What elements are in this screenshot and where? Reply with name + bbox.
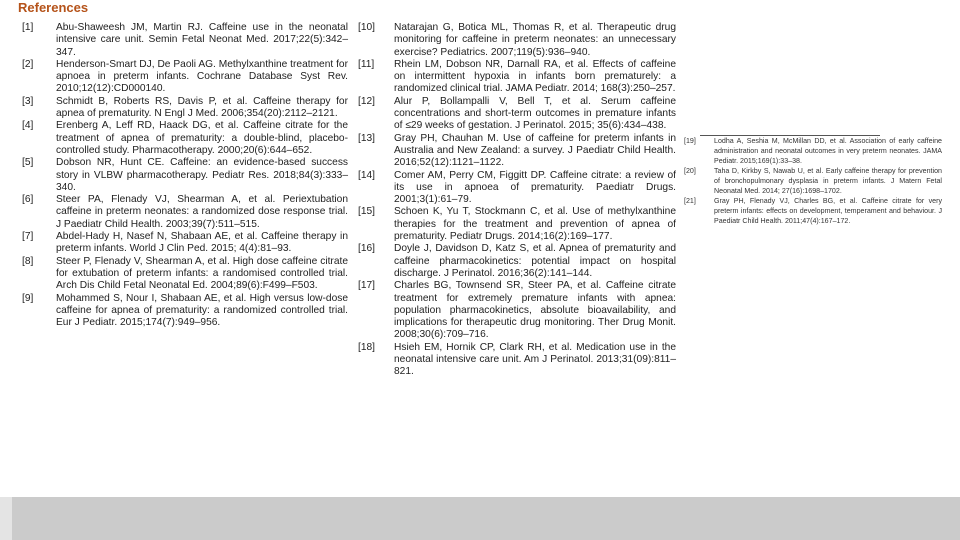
reference-number: [13] — [358, 132, 375, 144]
reference-text: Natarajan G, Botica ML, Thomas R, et al. Therapeutic drug monitoring for caffeine in preterm neonates: an unnecessary exercise? Pediatrics. 2007;119(5):936–940. — [394, 22, 676, 58]
reference-number: [8] — [22, 255, 34, 267]
reference-number: [3] — [22, 95, 34, 107]
reference-number: [5] — [22, 157, 34, 169]
reference-number: [11] — [358, 58, 375, 70]
reference-text: Henderson-Smart DJ, De Paoli AG. Methylxanthine treatment for apnoea in preterm infants. Cochrane Database Syst Rev. 2010;12(12):CD000140. — [56, 58, 348, 95]
reference-item — [684, 166, 942, 196]
reference-text: Schmidt B, Roberts RS, Davis P, et al. Caffeine therapy for apnea of prematurity. N Engl J Med. 2006;354(20):2112–2121. — [56, 95, 348, 120]
reference-number: [18] — [358, 341, 375, 353]
reference-item — [358, 59, 676, 96]
references-column-2 — [358, 22, 676, 379]
reference-text: Schoen K, Yu T, Stockmann C, et al. Use of methylxanthine therapies for the treatment and prevention of apnea of prematurity. Pediatr Drugs. 2014;16(2):169–177. — [394, 206, 676, 243]
footer-corner — [0, 497, 12, 540]
reference-text: Mohammed S, Nour I, Shabaan AE, et al. High versus low-dose caffeine for apnea of prematurity: a randomized controlled trial. Eur J Pediatr. 2015;174(7):949–956. — [56, 292, 348, 329]
reference-item — [358, 133, 676, 170]
reference-number: [10] — [358, 22, 375, 33]
reference-number: [1] — [22, 22, 34, 33]
reference-item — [358, 342, 676, 379]
reference-item — [22, 157, 348, 194]
reference-item — [358, 280, 676, 341]
reference-number: [2] — [22, 58, 34, 70]
reference-number: [14] — [358, 169, 375, 181]
reference-text: Erenberg A, Leff RD, Haack DG, et al. Caffeine citrate for the treatment of apnea of prematurity: a double-blind, placebo-controlled study. Pharmacotherapy. 2000;20(6):644–652. — [56, 120, 348, 156]
reference-number: [15] — [358, 206, 375, 218]
reference-text: Steer P, Flenady V, Shearman A, et al. High dose caffeine citrate for extubation of preterm infants: a randomised controlled trial. Arch Dis Child Fetal Neonatal Ed. 2004;89(6):F499–F503. — [56, 255, 348, 292]
reference-text: Taha D, Kirkby S, Nawab U, et al. Early caffeine therapy for prevention of bronchopulmonary dysplasia in preterm infants. J Matern Fetal Neonatal Med. 2014; 27(16):1698–1702. — [714, 167, 942, 195]
reference-number: [17] — [358, 280, 375, 292]
reference-item — [22, 120, 348, 157]
reference-item — [22, 293, 348, 330]
reference-text: Abdel-Hady H, Nasef N, Shabaan AE, et al. Caffeine therapy in preterm infants. World J Clin Ped. 2015; 4(4):81–93. — [56, 231, 348, 255]
reference-item — [358, 96, 676, 133]
reference-text: Dobson NR, Hunt CE. Caffeine: an evidence-based success story in VLBW pharmacotherapy. Pediatr Res. 2018;84(3):333–340. — [56, 157, 348, 193]
reference-text: Gray PH, Flenady VJ, Charles BG, et al. Caffeine citrate for very preterm infants: effects on development, temperament and behaviour. J Paediatr Child Health. 2011;47(4):167–172. — [714, 197, 942, 225]
reference-text: Comer AM, Perry CM, Figgitt DP. Caffeine citrate: a review of its use in apnoea of prematurity. Paediatr Drugs. 2001;3(1):61–79. — [394, 169, 676, 206]
reference-text: Charles BG, Townsend SR, Steer PA, et al. Caffeine citrate treatment for extremely premature infants with apnea: population pharmacokinetics, absolute bioavailability, and implications for therapeutic drug monitoring. Ther Drug Monit. 2008;30(6):709–716. — [394, 280, 676, 341]
reference-number: [9] — [22, 292, 34, 304]
references-column-1 — [22, 22, 348, 329]
reference-number: [12] — [358, 95, 375, 107]
reference-text: Rhein LM, Dobson NR, Darnall RA, et al. Effects of caffeine on intermittent hypoxia in infants born prematurely: a randomized clinical trial. JAMA Pediatr. 2014; 168(3):250–257. — [394, 58, 676, 95]
reference-item — [684, 136, 942, 166]
reference-number: [20] — [684, 167, 696, 175]
reference-number: [6] — [22, 194, 34, 206]
reference-item — [358, 170, 676, 207]
reference-text: Lodha A, Seshia M, McMillan DD, et al. Association of early caffeine administration and neonatal outcomes in very preterm neonates. JAMA Pediatr. 2015;169(1):33–38. — [714, 137, 942, 165]
reference-number: [16] — [358, 243, 375, 255]
reference-item — [22, 96, 348, 121]
reference-item — [22, 256, 348, 293]
footer-bar — [0, 497, 960, 540]
reference-item — [358, 243, 676, 280]
reference-item — [684, 196, 942, 226]
references-column-3 — [684, 136, 942, 226]
reference-text: Gray PH, Chauhan M. Use of caffeine for preterm infants in Australia and New Zealand: a survey. J Paediatr Child Health. 2016;52(12):1121–1122. — [394, 132, 676, 169]
reference-item — [22, 231, 348, 256]
reference-item — [22, 59, 348, 96]
references-heading: References — [18, 0, 89, 15]
reference-text: Doyle J, Davidson D, Katz S, et al. Apnea of prematurity and caffeine pharmacokinetics: potential impact on hospital discharge. J Perinatol. 2016;36(2):141–144. — [394, 243, 676, 279]
reference-item — [358, 206, 676, 243]
reference-number: [21] — [684, 197, 696, 205]
reference-text: Steer PA, Flenady VJ, Shearman A, et al. Periextubation caffeine in preterm neonates: a randomized dose response trial. J Paediatr Child Health. 2003;39(7):511–515. — [56, 194, 348, 230]
reference-number: [7] — [22, 231, 34, 243]
reference-item — [22, 22, 348, 59]
reference-text: Abu-Shaweesh JM, Martin RJ. Caffeine use in the neonatal intensive care unit. Semin Fetal Neonat Med. 2017;22(5):342–347. — [56, 22, 348, 58]
reference-text: Hsieh EM, Hornik CP, Clark RH, et al. Medication use in the neonatal intensive care unit. Am J Perinatol. 2013;31(09):811–821. — [394, 341, 676, 378]
reference-number: [19] — [684, 137, 696, 145]
reference-item — [22, 194, 348, 231]
reference-item — [358, 22, 676, 59]
reference-text: Alur P, Bollampalli V, Bell T, et al. Serum caffeine concentrations and short-term outcomes in premature infants of ≤29 weeks of gestation. J Perinatol. 2015; 35(6):434–438. — [394, 95, 676, 132]
reference-number: [4] — [22, 120, 34, 132]
